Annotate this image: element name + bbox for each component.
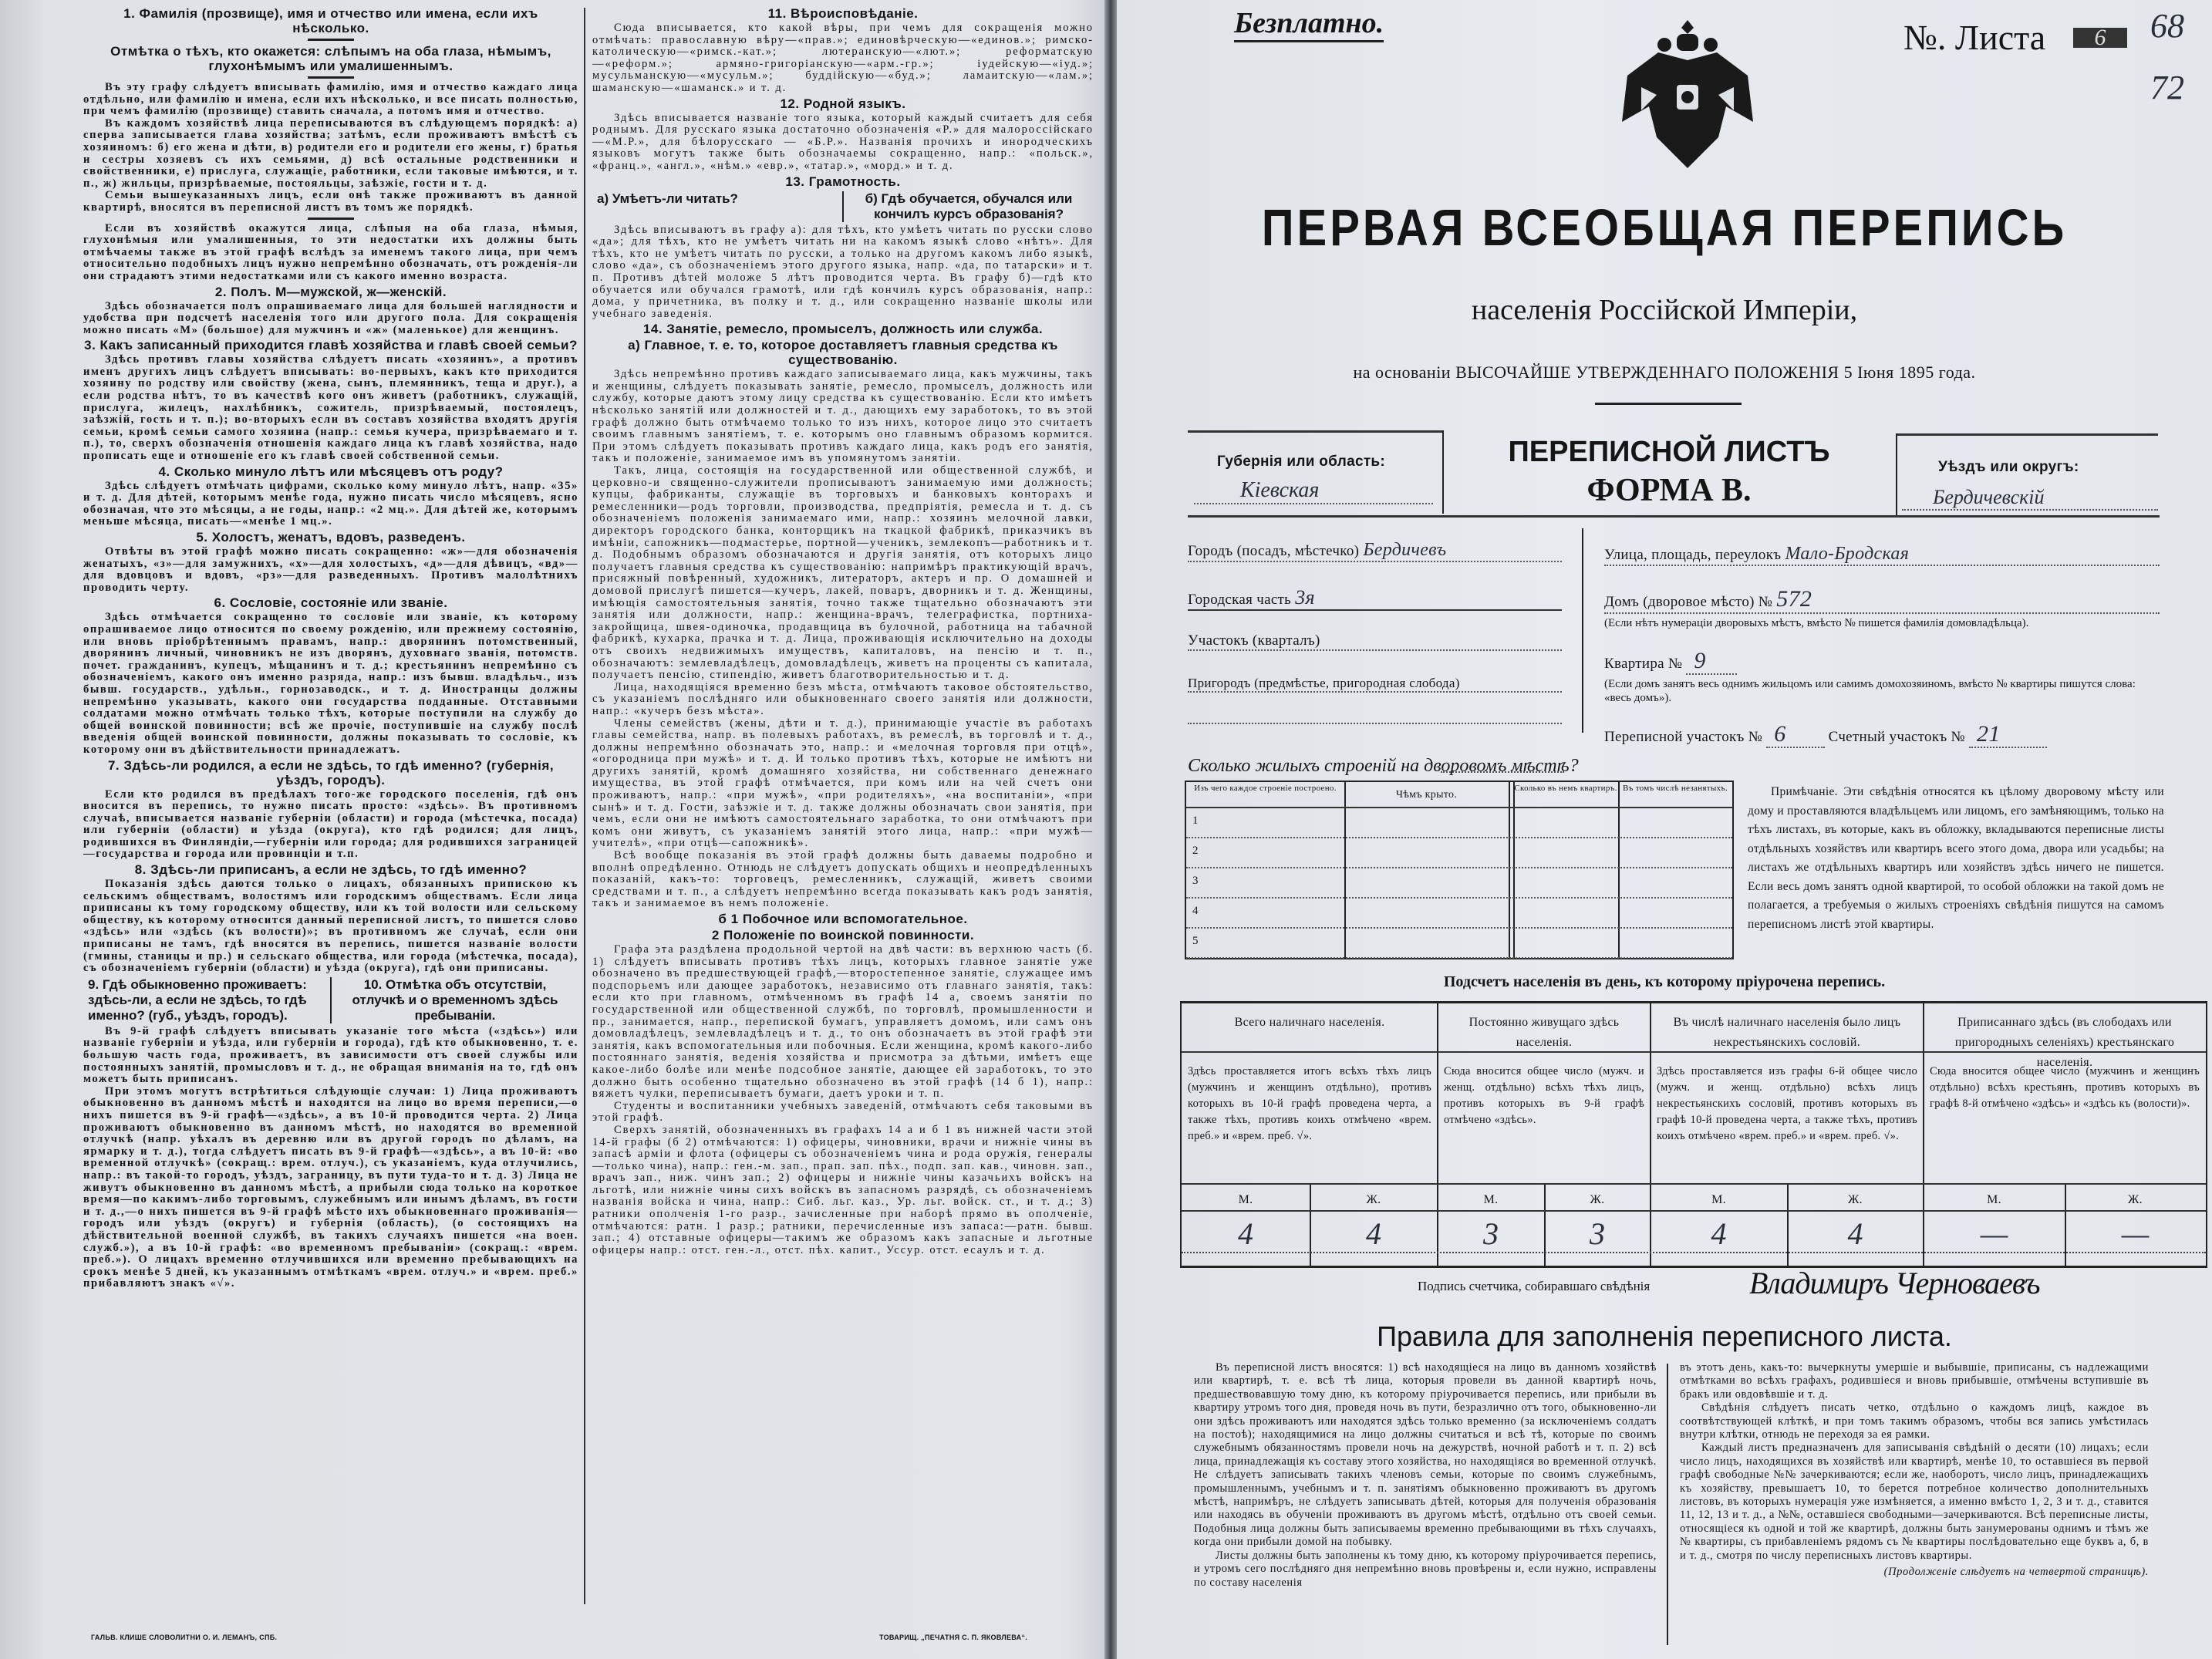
instruction-paragraph: Сверхъ занятій, обозначенныхъ въ графахъ 14 а и б 1 въ нижней части этой 14-й графы (б 2) отмѣчаются: 1) офицеры, чиновники, врачи и нижніе чины въ запасѣ арміи и флота (офицеры съ обозначеніемъ чина и рода оружія, генералы—только чина), напр.: ген.-м. зап., прап. зап. пѣх., подп. зап. кав., чиновн. зап., врачъ зап., ниж. чинъ зап.; 2) офицеры и нижніе чины казачьихъ войскъ на льготѣ, или нижніе чины сихъ войскъ въ запасномъ разрядѣ, съ обозначеніемъ названія войска и чина, напр.: Сиб. льг. каз., Ур. льг. войск. ст., и т. д.; 3) ратники ополченія 1-го разр., зачисленные при наборѣ прямо въ ополченіе, отмѣчаются: ратн. 1 разр.; ратники, перечисленные изъ запаса:—ратн. бывш. зап.; 4) отставные офицеры—такимъ же образомъ какъ запасные и льготные офицеры напр.: отст. ген.-л., отст. пѣх. капит., Уссур. отст. есаулъ и т. д. (592, 1123, 1094, 1256)
instruction-paragraph: Здѣсь вписываютъ въ графу а): для тѣхъ, кто умѣетъ читать по русски слово «да»; для тѣхъ, кто не умѣетъ читать ни на какомъ языкѣ слово «нѣтъ». Для тѣхъ, кто не умѣетъ читать по русски, а только на другомъ какомъ либо языкѣ, слово «да», съ обозначеніемъ этого другого языка, напр. «да, по татарски» и т. п. Противъ дѣтей моложе 5 лѣтъ проводится черта. Въ графу б)—гдѣ кто обучается или обучался грамотѣ, или гдѣ кончилъ курсъ образованія, напр.: дома, у причетника, въ полку и т. д., или сокращенно названіе школы или учебнаго заведенія. (592, 223, 1094, 320)
city-part-label: Городская часть (1188, 592, 1292, 608)
separator-rule (308, 39, 354, 41)
section-heading: 5. Холостъ, женатъ, вдовъ, разведенъ. (196, 530, 466, 545)
house-label: Домъ (дворовое мѣсто) № (1604, 594, 1773, 610)
free-label: Безплатно. (1234, 6, 1384, 42)
uezd-label: Уѣздъ или округъ: (1938, 459, 2079, 475)
book-binding (1104, 0, 1117, 1659)
continued-note: (Продолженіе слѣдуетъ на четвертой страницѣ). (1883, 1566, 2149, 1579)
buildings-table-row[interactable] (1186, 808, 1732, 838)
section-heading-right: б) Гдѣ обучается, обучался или кончилъ курсъ образованія? (865, 191, 1073, 221)
count-column-description: Здѣсь проставляется итогъ всѣхъ тѣхъ лицъ (мужчинъ и женщинъ отдѣльно), противъ которыхъ въ 10-й графѣ проведена черта, а также тѣхъ, противъ коихъ отмѣчено «врем. преб.» и «врем. преб. √». (1188, 1065, 1431, 1142)
male-label: М. (1987, 1193, 2001, 1206)
count-title: Подсчетъ населенія въ день, къ которому пріурочена перепись. (1443, 973, 1886, 990)
header-rule (1188, 430, 1442, 433)
suburb-label: Пригородъ (предмѣстье, пригородная слобода) (1188, 676, 1460, 690)
buildings-table-row[interactable] (1186, 838, 1732, 868)
street-field[interactable] (1604, 544, 2160, 566)
header-divider (1896, 433, 1897, 517)
section-heading: а) Главное, т. е. то, которое доставляетъ главныя средства къ существованію. (628, 338, 1058, 368)
section-heading: 14. Занятіе, ремесло, промыселъ, должность или служба. (642, 322, 1044, 337)
instruction-paragraph: Здѣсь отмѣчается сокращенно то сословіе или званіе, къ которому опрашиваемое лицо относится по своему рожденію, или прежнему состоянію, или вновь пріобрѣтеннымъ правамъ, напр.: дворянинъ потомственный, дворянинъ личный, чиновникъ не изъ дворянъ, духовнаго званія, потомств. почет. гражданинъ, купецъ, мѣщанинъ и т. д.; крестьянинъ непремѣнно съ обозначеніемъ, какого онъ именно разряда, напр.: изъ бывш. владѣльч., изъ бывш. государств., удѣльн., горнозаводск., и т. д. Иностранцы должны непремѣнно указывать, какого они государства подданные. Отставными солдатами можно отмѣчать только тѣхъ, которые поступили на службу до общей воинской повинности; всѣ же прочіе, поступившіе на службу послѣ введенія общей воинской повинности, должны показывать то сословіе, къ которому они въ дѣйствительности принадлежатъ. (83, 611, 578, 756)
decree-line: на основаніи ВЫСОЧАЙШЕ УТВЕРЖДЕННАГО ПОЛОЖЕНІЯ 5 Іюня 1895 года. (1353, 362, 1976, 382)
table-rule (1182, 1210, 2206, 1212)
instruction-paragraph: При этомъ могутъ встрѣтиться слѣдующіе случаи: 1) Лица проживаютъ обыкновенно въ данномъ мѣстѣ и находятся на лицо во время переписи,—о нихъ пишется въ 9-й графѣ—«здѣсь», а въ 10-й проводится черта. 2) Лица проживаютъ обыкновенно въ данномъ мѣстѣ, но находятся во временной отлучкѣ (напр. уѣхалъ въ деревню или въ другой городъ по дѣламъ, на ярмарку и т. д.), тогда слѣдуетъ писать въ 9-й графѣ—«здѣсь», а въ 10-й: «во временной отлучкѣ» (сокращ.: врем. отлуч.), съ указаніемъ, куда отлучились, напр.: въ такой-то городъ, уѣздъ, заграницу, въ пути туда-то и т. д. 3) Лица не живутъ обыкновенно въ данномъ мѣстѣ, а прибыли сюда только на короткое время—по какимъ-либо торговымъ, служебнымъ или инымъ дѣламъ, въ гости и т. д.,—о нихъ пишется въ 9-й графѣ мѣсто ихъ обыкновеннаго проживанія—городъ или уѣздъ (округъ) и губернія (область), (о состоящихъ на дѣйствительной военной службѣ, въ такихъ случаяхъ пишется «на воен. служб.»), а въ 10-й графѣ: «во временномъ пребываніи» (сокращ.: «врем. преб.»). О лицахъ временно отлучившихся или временно пребывающихъ на срокъ менѣе 5 дней, къ указаннымъ отмѣткамъ «врем. отлуч.» и «врем. преб.» прибавляютъ знакъ «√». (83, 1084, 578, 1290)
street-value: Мало-Бродская (1785, 544, 1910, 564)
apartment-value: 9 (1686, 648, 1736, 675)
section-heading: 11. Вѣроисповѣданіе. (767, 6, 919, 21)
male-count-value[interactable]: 4 (1711, 1216, 1727, 1251)
rules-paragraph: Листы должны быть заполнены къ тому дню, къ которому пріурочивается перепись, и утромъ сего послѣдняго дня непремѣнно вновь провѣрены и, если нужно, исправлены по составу населенія (1194, 1549, 1657, 1589)
population-count-table (1180, 1001, 2207, 1268)
census-district-field[interactable] (1604, 721, 2047, 747)
row-number: 3 (1192, 875, 1199, 887)
house-note: (Если нѣтъ нумераціи дворовыхъ мѣстъ, вмѣсто № пишется фамилія домовладѣльца). (1604, 617, 2029, 629)
instruction-paragraph: Семьи вышеуказанныхъ лицъ, если онѣ также проживаютъ въ данной квартирѣ, вносятся въ переписной листъ въ томъ же порядкѣ. (83, 189, 578, 214)
page-subtitle: населенія Россійской Имперіи, (1471, 294, 1858, 326)
instructions-column-2 (592, 5, 1094, 1609)
row-number: 5 (1192, 935, 1199, 947)
instruction-paragraph: Лица, находящіяся временно безъ мѣста, отмѣчаютъ таковое обстоятельство, съ указаніемъ послѣдняго или обыкновеннаго своего занятія или должности, напр.: «кучеръ безъ мѣста». (592, 680, 1094, 717)
section-heading: 3. Какъ записанный приходится главѣ хозяйства и главѣ своей семьи? (84, 338, 578, 353)
buildings-answer-field[interactable] (1441, 771, 1564, 773)
census-district-value: 6 (1766, 721, 1824, 748)
buildings-table (1185, 781, 1734, 959)
separator-rule (308, 217, 354, 220)
female-count-value[interactable]: — (2121, 1216, 2150, 1251)
rules-title: Правила для заполненія переписного листа. (1377, 1320, 1952, 1352)
female-label: Ж. (1366, 1193, 1381, 1206)
section-heading-right: 10. Отмѣтка объ отсутствіи, отлучкѣ и о временномъ здѣсь пребываніи. (352, 976, 558, 1023)
instruction-paragraph: Показанія здѣсь даются только о лицахъ, обязанныхъ припискою къ сельскимъ обществамъ, волостямъ или городскимъ обществамъ. Если лица приписаны къ тому городскому обществу, или къ той волости или сельскому обществу, къ которому относится данный переписной листъ, то пишется слово «здѣсь» или «здѣсь (къ волости)»; въ противномъ же случаѣ, если они приписаны не тамъ, гдѣ вносятся въ перепись, пишется названіе волости (гмины, станицы и пр.) и сельскаго общества, или города (мѣстечка, посада), съ обозначеніемъ губерніи (области) и уѣзда (округа), гдѣ они приписаны. (83, 878, 578, 975)
instruction-paragraph: Если въ хозяйствѣ окажутся лица, слѣпыя на оба глаза, нѣмыя, глухонѣмыя или умалишенныя, то эти недостатки ихъ должны быть отмѣчаемы также въ этой графѣ вслѣдъ за именемъ такого лица, при чемъ относительно подобныхъ лицъ нужно непремѣнно обозначать, отъ рожденія-ли они страдаютъ этими недостатками или съ какого именно возраста. (83, 221, 578, 282)
section-heading-left: а) Умѣетъ-ли читать? (592, 191, 844, 222)
buildings-table-row[interactable] (1186, 899, 1732, 929)
female-count-value[interactable]: 3 (1590, 1216, 1605, 1251)
signature-label: Подпись счетчика, собиравшаго свѣдѣнія (1418, 1279, 1651, 1293)
section-heading: 8. Здѣсь-ли приписанъ, а если не здѣсь, то гдѣ именно? (134, 862, 528, 878)
instruction-paragraph: Графа эта раздѣлена продольной чертой на двѣ части: въ верхнюю часть (б. 1) слѣдуетъ вписывать противъ тѣхъ лицъ, которыхъ главное занятіе уже обозначено въ предшествующей графѣ,—второстепенное занятіе, служащее имъ подспорьемъ или дающее заработокъ, независимо отъ главнаго занятія, такъ: если кто при главномъ, отмѣченномъ въ графѣ 14 а, своемъ занятіи по государственной или общественной службѣ, по торговлѣ, промышленности и пр., занимается, напр., перепиской бумагъ, управляетъ домомъ, или самъ онъ домовладѣлецъ, землевладѣлецъ и т. д., то онъ обозначаетъ въ этой графѣ эти занятія, какъ вспомогательныя или побочныя. Если женщина, кромѣ какого-либо постояннаго занятія, веденія хозяйства и присмотра за дѣтьми, имѣетъ еще какое-либо болѣе или менѣе подсобное занятіе, дающее ей заработокъ, то это должно быть особенно тщательно обозначено въ этой графѣ (14 б 1), напр.: вяжетъ чулки, переписываетъ бумаги, даетъ уроки и т. п. (592, 943, 1094, 1101)
count-column-title: Приписаннаго здѣсь (въ слободахъ или пригородныхъ селеніяхъ) крестьянскаго населенія. (1954, 1016, 2175, 1069)
count-district-label: Счетный участокъ № (1828, 729, 1965, 745)
apartment-field[interactable] (1604, 648, 1737, 674)
section-heading: 12. Родной языкъ. (780, 96, 906, 111)
section-heading: 2. Полъ. М—мужской, ж—женскій. (214, 284, 447, 299)
rules-paragraph: Каждый листъ предназначенъ для записыванія свѣдѣній о десяти (10) лицахъ; если число лицъ, находящихся въ хозяйствѣ или квартирѣ, менѣе 10, то оставшіеся въ первой графѣ свободные №№ зачеркиваются; если же, наоборотъ, число лицъ, принадлежащихъ къ хозяйству, превышаетъ 10, то берется потребное количество дополнительныхъ листовъ, въ которыхъ нумерація уже измѣняется, а именно вмѣсто 1, 2, 3 и т. д., ставится 11, 12, 13 и т. д., а №№, оставшіеся свободными—зачеркиваются. Всѣ переписные листы, относящіеся къ одной и той же квартирѣ, должны быть занумерованы однимъ и тѣмъ же № квартиры, съ прибавленіемъ рядомъ съ № квартиры послѣдовательно еще буквъ а, б, в и т. д., смотря по числу переписныхъ листовъ квартиры. (1680, 1442, 2149, 1562)
rules-paragraph: въ этотъ день, какъ-то: вычеркнуты умершіе и выбывшіе, приписаны, съ надлежащими отмѣтками во всѣхъ графахъ, родившіеся и вновь прибывшіе, отмѣчены вступившіе въ бракъ или овдовѣвшіе и т. д. (1680, 1361, 2149, 1401)
page-title: ПЕРВАЯ ВСЕОБЩАЯ ПЕРЕПИСЬ (1261, 199, 2068, 257)
split-heading (592, 191, 1094, 222)
city-value: Бердичевъ (1363, 540, 1447, 560)
city-field[interactable] (1188, 540, 1562, 562)
form-name: ФОРМА В. (1587, 473, 1752, 508)
header-rule (1896, 433, 2158, 436)
instruction-paragraph: Студенты и воспитанники учебныхъ заведеній, отмѣчаютъ себя таковыми въ этой графѣ. (592, 1099, 1094, 1125)
sheet-number-label: №. Листа (1903, 18, 2046, 57)
table-rule (1182, 1051, 2206, 1053)
count-column-description: Здѣсь проставляется изъ графы 6-й общее число (мужч. и женщ. отдѣльно) всѣхъ лицъ некрестьянскихъ сословій, противъ которыхъ въ графѣ 10-й проведена черта, а также тѣхъ, противъ коихъ отмѣчено «врем. преб.» и «врем. преб. √». (1657, 1065, 1917, 1142)
buildings-table-row[interactable] (1186, 929, 1732, 959)
count-column-description: Сюда вносится общее число (мужчинъ и женщинъ отдѣльно) всѣхъ крестьянъ, противъ которыхъ въ графѣ 8-й отмѣчено «здѣсь» и «здѣсь къ (волости)». (1930, 1065, 2200, 1110)
male-label: М. (1483, 1193, 1499, 1206)
imprint-left: ГАЛЬВ. КЛИШЕ СЛОВОЛИТНИ О. И. ЛЕМАНЪ, СПБ. (91, 1634, 278, 1641)
male-count-value[interactable]: 3 (1483, 1216, 1499, 1251)
female-count-value[interactable]: 4 (1366, 1216, 1381, 1251)
imprint-right: ТОВАРИЩ. „ПЕЧАТНЯ С. П. ЯКОВЛЕВА“. (879, 1634, 1028, 1641)
row-number: 2 (1192, 845, 1199, 857)
buildings-header-vacant: Въ томъ числѣ незанятыхъ. (1623, 784, 1728, 793)
row-number: 1 (1192, 814, 1199, 827)
table-rule-dotted (1182, 1252, 2206, 1253)
instruction-paragraph: Всѣ вообще показанія въ этой графѣ должны быть даваемы подробно и вполнѣ опредѣленно. Отнюдь не слѣдуетъ допускать общихъ и неопредѣленныхъ показаній, какъ-то: торговецъ, ремесленникъ, служащій, живетъ своими средствами и т. п., а слѣдуетъ непремѣнно всегда показывать какъ родъ занятія, такъ и занимаемое въ немъ положеніе. (592, 849, 1094, 910)
male-label: М. (1711, 1193, 1726, 1206)
instruction-paragraph: Здѣсь вписывается названіе того языка, который каждый считаетъ для себя роднымъ. Для русскаго языка достаточно обозначенія «Р.» для малороссійскаго—«М.Р.», для бѣлорусскаго — «Б.Р.». Названія прочихъ и инородческихъ языковъ могутъ также быть обозначаемы сокращенно, напр.: «польск.», «франц.», «англ.», «нѣм.» «евр.», «татар.», «морд.» и т. д. (592, 111, 1094, 172)
double-headed-eagle-emblem-icon (1610, 14, 1765, 172)
instruction-paragraph: Въ 9-й графѣ слѣдуетъ вписывать указаніе того мѣста («здѣсь») или названіе губерніи и уѣзда, или губерніи и города), гдѣ кто обыкновенно, т. е. большую часть года, проживаетъ, въ зависимости отъ своей службы или постоянныхъ занятій, промысловъ и т. д., не обращая вниманія на то, гдѣ онъ можетъ быть приписанъ. (83, 1024, 578, 1086)
street-label: Улица, площадь, переулокъ (1604, 547, 1782, 563)
buildings-header-apartments: Сколько въ немъ квартиръ. (1514, 784, 1617, 793)
buildings-question: Сколько жилыхъ строеній на дворовомъ мѣстѣ? (1188, 756, 1579, 776)
section-heading: 2 Положеніе по воинской повинности. (711, 928, 975, 942)
form-title: ПЕРЕПИСНОЙ ЛИСТЪ (1508, 436, 1830, 468)
rules-paragraph: Свѣдѣнія слѣдуетъ писать четко, отдѣльно о каждомъ лицѣ, каждое въ соотвѣтствующей клѣткѣ, и при томъ такимъ образомъ, чтобы вся запись умѣстилась внутри клѣтки, отнюдь не переходя за ея рамки. (1680, 1401, 2149, 1442)
male-count-value[interactable]: — (1980, 1216, 2008, 1251)
section-heading: 7. Здѣсь-ли родился, а если не здѣсь, то гдѣ именно? (губернія, уѣздъ, городъ). (107, 757, 555, 787)
archive-mark-1: 68 (2150, 7, 2184, 45)
apartment-note: (Если домъ занятъ весь однимъ жильцомъ или самимъ домохозяиномъ, вмѣсто № квартиры пишутся слова: «весь домъ»). (1604, 678, 2136, 704)
instruction-paragraph: Сюда вписывается, кто какой вѣры, при чемъ для сокращенія можно отмѣчать: православную вѣру—«прав.»; единовѣрческую—«единов.»; римско-католическую—«римск.-кат.»; лютеранскую—«лют.»; реформатскую—«реформ.»; армяно-григоріанскую—«арм.-гр.»; іудейскую—«іуд.»; мусульманскую—«мусульм.»; буддійскую—«буд.»; ламаитскую—«лам.»; шаманскую—«шаманск.» и т. д. (592, 22, 1094, 94)
fields-divider (1582, 528, 1583, 733)
suburb-field-line (1188, 721, 1562, 724)
split-heading (83, 977, 578, 1023)
buildings-header-material: Изъ чего каждое строеніе построено. (1194, 784, 1337, 793)
male-label: М. (1238, 1193, 1253, 1206)
buildings-table-row[interactable] (1186, 868, 1732, 899)
rules-divider (1667, 1364, 1668, 1645)
instructions-column-1 (83, 5, 578, 1609)
rules-column-right (1680, 1361, 2149, 1580)
census-form-page (1117, 0, 2212, 1659)
city-part-value: 3я (1295, 586, 1315, 609)
instruction-paragraph: Здѣсь обозначается полъ опрашиваемаго лица для большей наглядности и удобства при подсчетѣ населенія того или другого пола. Для сокращенія можно писать «М» (большое) для мужчинъ и «ж» (маленькое) для женщинъ. (83, 299, 578, 336)
buildings-note: Примѣчаніе. Эти свѣдѣнія относятся къ цѣлому дворовому мѣсту или дому и проставляются владѣльцемъ или лицомъ, его замѣняющимъ, только на тѣхъ листахъ, въ которые, какъ въ обложку, вкладываются переписные листы отдѣльныхъ хозяйствъ или квартиръ всего этого дома, двора или усадьбы; на листахъ же отдѣльныхъ квартиръ или хозяйствъ здѣсь ничего не пишется. Если весь домъ занятъ одной квартирой, то особой обложки на такой домъ не полагается, а требуемыя о жилыхъ строеніяхъ свѣдѣнія пишутся на самомъ переписномъ листѣ этой квартиры. (1748, 785, 2164, 931)
header-rule (1188, 515, 2160, 518)
section-heading: б 1 Побочное или вспомогательное. (718, 912, 968, 926)
buildings-header-roof: Чѣмъ крыто. (1395, 789, 1458, 801)
district-field[interactable] (1188, 632, 1562, 651)
instruction-paragraph: Если кто родился въ предѣлахъ того-же городского поселенія, гдѣ онъ вносится въ перепись, то нужно писать просто: «здѣсь». Въ противномъ случаѣ, вписывается названіе губерніи (области) и города (мѣстечка, посада) или губерніи (области) и уѣзда (округа), кто гдѣ родился; для лицъ, родившихся въ Финляндіи,—губерніи или города; для родившихся заграницей—государства и города или провинціи и т.п. (83, 787, 578, 861)
city-label: Городъ (посадъ, мѣстечко) (1188, 543, 1360, 559)
section-heading: Отмѣтка о тѣхъ, кто окажется: слѣпымъ на оба глаза, нѣмымъ, глухонѣмымъ или умалишеннымъ. (110, 44, 551, 73)
female-label: Ж. (1590, 1193, 1605, 1206)
instruction-paragraph: Здѣсь противъ главы хозяйства слѣдуетъ писать «хозяинъ», а противъ именъ другихъ лицъ слѣдуетъ вписывать: во-первыхъ, какъ кто приходится хозяину по родству или свойству (жена, сынъ, племянникъ, теща и друг.), а если родства нѣтъ, то въ качествѣ кого онъ живетъ (работникъ, служащій, прислуга, жилецъ, нахлѣбникъ, сожитель, призрѣваемый, постоялецъ, заѣзжій, гость и т. п.); во-вторыхъ если въ составъ хозяйства входятъ другія семьи, кромѣ семьи самого хозяина (напр.: семья кучера, призрѣваемаго и т. п.), то, сверхъ обозначенія отношенія каждаго лица къ главѣ хозяйства, надо прописать еще и отношеніе его къ главѣ своей собственной семьи. (83, 353, 578, 463)
female-label: Ж. (2128, 1193, 2143, 1206)
rules-column-left (1194, 1361, 1657, 1590)
table-rule (1182, 1183, 2206, 1185)
uezd-field[interactable]: Бердичевскій (1902, 486, 2158, 511)
column-divider (584, 8, 585, 1604)
archive-mark-2: 72 (2150, 69, 2184, 106)
count-column-description: Сюда вносится общее число (мужч. и женщ. отдѣльно) всѣхъ тѣхъ лицъ, противъ которыхъ въ 9-й графѣ отмѣчено «здѣсь». (1444, 1065, 1644, 1126)
count-column-title: Въ числѣ наличнаго населенія было лицъ некрестьянскихъ сословій. (1673, 1016, 1901, 1049)
count-column-title: Постоянно живущаго здѣсь населенія. (1468, 1016, 1620, 1049)
apartment-label: Квартира № (1604, 656, 1683, 672)
section-heading-left: 9. Гдѣ обыкновенно проживаетъ: здѣсь-ли, а если не здѣсь, то гдѣ именно? (губ., уѣздъ, городъ). (83, 977, 332, 1023)
census-district-label: Переписной участокъ № (1604, 729, 1763, 745)
house-field[interactable] (1604, 586, 2160, 614)
sheet-number-value: 6 (2073, 28, 2127, 48)
suburb-field[interactable] (1188, 676, 1562, 693)
section-heading: 6. Сословіе, состояніе или званіе. (214, 595, 448, 611)
section-heading: 13. Грамотность. (785, 174, 901, 189)
separator-rule (308, 76, 354, 79)
count-district-value: 21 (1969, 721, 2047, 748)
instruction-paragraph: Отвѣты въ этой графѣ можно писать сокращенно: «ж»—для обозначенія женатыхъ, «з»—для замужнихъ, «х»—для холостыхъ, «д»—для дѣвицъ, «вд»—для вдовцовъ и вдовъ, «рз»—для разведенныхъ. Противъ малолѣтнихъ проводить черту. (83, 545, 578, 594)
rules-paragraph: Въ переписной листъ вносятся: 1) всѣ находящіеся на лицо въ данномъ хозяйствѣ или квартирѣ, т. е. всѣ тѣ лица, которыя провели въ данной квартирѣ ночь, предшествовавшую тому дню, къ которому пріурочивается перепись, или прибыли въ квартиру утромъ того дня, проведя ночь въ пути, безразлично отъ того, обыкновенно-ли они здѣсь проживаютъ или находятся здѣсь только временно (за исключеніемъ солдатъ на постоѣ); находящимися на лицо должны считаться и всѣ тѣ, которые по своимъ служебнымъ обязанностямъ провели ночь на дежурствѣ, ночной работѣ и т. п. 2) всѣ лица, принадлежащія къ составу этого хозяйства, но находящіяся во временной отлучкѣ. Не слѣдуетъ записывать такихъ членовъ семьи, которые по своимъ служебнымъ, промышленнымъ, учебнымъ и т. п. занятіямъ обыкновенно проживаютъ въ другомъ мѣстѣ, напримѣръ, не слѣдуетъ записывать дѣтей, которыя для полученія образованія или находясь въ обученіи проживаютъ въ другомъ мѣстѣ, отдѣльно отъ своей семьи. Подобныя лица должны быть записываемы временно пребывающими въ тѣхъ случаяхъ, когда они прибыли домой на побывку. (1194, 1361, 1657, 1549)
count-column-title: Всего наличнаго населенія. (1234, 1016, 1385, 1029)
female-count-value[interactable]: 4 (1847, 1216, 1863, 1251)
city-part-field[interactable] (1188, 586, 1562, 611)
guberniya-label: Губернія или область: (1217, 454, 1386, 470)
instruction-paragraph: Въ каждомъ хозяйствѣ лица переписываются въ слѣдующемъ порядкѣ: а) сперва записывается глава хозяйства; затѣмъ, если проживаютъ вмѣстѣ съ хозяиномъ: б) его жена и дѣти, в) родители его и родители его жены, г) братья и сестры хозяевъ съ ихъ семьями, д) всѣ остальные родственники и свойственники, е) прислуга, служащіе, работники, если таковые имѣются, и т. п., ж) жильцы, призрѣваемые, постояльцы, заѣзжіе, гости и т. д. (83, 116, 578, 190)
section-heading: 1. Фамилія (прозвище), имя и отчество или имена, если ихъ нѣсколько. (123, 6, 538, 35)
guberniya-field[interactable]: Кіевская (1194, 478, 1433, 504)
district-label: Участокъ (кварталъ) (1188, 632, 1320, 649)
instruction-paragraph: Въ эту графу слѣдуетъ вписывать фамилію, имя и отчество каждаго лица отдѣльно, или фамилію и имена, если ихъ нѣсколько, и все писать полностью, при чемъ фамилію (прозвище) ставить сначала, а потомъ имя и отчество. (83, 81, 578, 118)
female-label: Ж. (1848, 1193, 1863, 1206)
instruction-paragraph: Члены семействъ (жены, дѣти и т. д.), принимающіе участіе въ работахъ главы семейства, напр. въ полевыхъ работахъ, въ ремеслѣ, въ торговлѣ и т. д., должны непремѣнно обозначать это, напр.: и «мелочная торговля при отцѣ», «огородница при мужѣ» и т. д. И только противъ тѣхъ, которые не имѣютъ ни другихъ занятій, кромѣ домашняго хозяйства, ни собственнаго денежнаго имущества, въ этой графѣ отмѣчается, при комъ или на чей счетъ они проживаютъ, напр.: «при мужѣ», «при родителяхъ», «на воспитаніи», «при сынѣ» и т. д. Гости, заѣзжіе и т. д. также должны обозначать свои занятія, при чемъ, если они не имѣютъ самостоятельнаго заработка, то они отмѣчаютъ при комъ они живутъ, съ указаніемъ занятій этого лица, напр.: «при мужѣ—учителѣ», «при отцѣ—сапожникѣ». (592, 717, 1094, 850)
enumerator-signature: Владимиръ Черноваевъ (1749, 1266, 2040, 1300)
title-rule (1595, 403, 1742, 405)
instruction-paragraph: Здѣсь непремѣнно противъ каждаго записываемаго лица, какъ мужчины, такъ и женщины, слѣдуетъ показывать занятіе, ремесло, промыселъ, должность или службу, которые даютъ этому лицу средства къ существованію. Если кто имѣетъ нѣсколько занятій или должностей и т. д., дающихъ ему заработокъ, то въ этой графѣ должно быть отмѣчаемо только то изъ нихъ, которое лицо это считаетъ своимъ главнымъ занятіемъ, т. е. которымъ оно главнымъ образомъ кормится. При этомъ слѣдуетъ показывать противъ каждаго лица, какъ родъ его занятія, такъ и положеніе, занимаемое имъ въ упомянутомъ занятіи. (592, 368, 1094, 465)
section-heading: 4. Сколько минуло лѣтъ или мѣсяцевъ отъ роду? (158, 464, 504, 479)
instruction-paragraph: Здѣсь слѣдуетъ отмѣчать цифрами, сколько кому минуло лѣтъ, напр. «35» и т. д. Для дѣтей, которымъ менѣе года, нужно писать число мѣсяцевъ, ясно обозначая, что это мѣсяцы, а не годы, напр.: «2 мц.». Для дѣтей же, которымъ меньше мѣсяца, писать—«менѣе 1 мц.». (83, 479, 578, 528)
row-number: 4 (1192, 905, 1199, 917)
instruction-paragraph: Такъ, лица, состоящія на государственной или общественной службѣ, и церковно-и священно-служители прописываютъ занимаемую ими должность; купцы, фабриканты, служащіе въ торговыхъ и банковыхъ конторахъ и ремесленники—родъ торговли, производства, предпріятія, ремесла и т. д. съ обозначеніемъ положенія занимаемаго ими, напр.: хозяинъ мелочной лавки, директоръ городского банка, конторщикъ на ткацкой фабрикѣ, приказчикъ въ имѣніи, сапожникъ—подмастерье, портной—ученикъ, землекопъ—работникъ и т. д. Подобнымъ образомъ обозначаются и другія занятія, отъ которыхъ лицо получаетъ главныя средства къ существованію: напримѣръ практикующій врачъ, присяжный повѣренный, художникъ, литераторъ, актеръ и пр. О домашней и домовой прислугѣ пишется—кучеръ, лакей, поваръ, дворникъ и т. д. Женщины, имѣющія самостоятельныя занятія, точно также тщательно обозначаютъ эти занятія или должности, напр.: женщина-врачъ, телеграфистка, портниха-закройщица, швея-одиночка, продавщица въ булочной, работница на табачной фабрикѣ, кухарка, прачка и т. д. Лица, проживающія исключительно на доходы отъ своихъ недвижимыхъ имуществъ, капиталовъ, на пенсію и т. п., обозначаютъ: землевладѣлецъ, домовладѣлецъ, живетъ на проценты съ капитала, получаетъ пенсію, стипендію, живетъ благотворительностью и т. д. (592, 464, 1094, 682)
male-count-value[interactable]: 4 (1238, 1216, 1253, 1251)
house-value: 572 (1776, 586, 1812, 612)
